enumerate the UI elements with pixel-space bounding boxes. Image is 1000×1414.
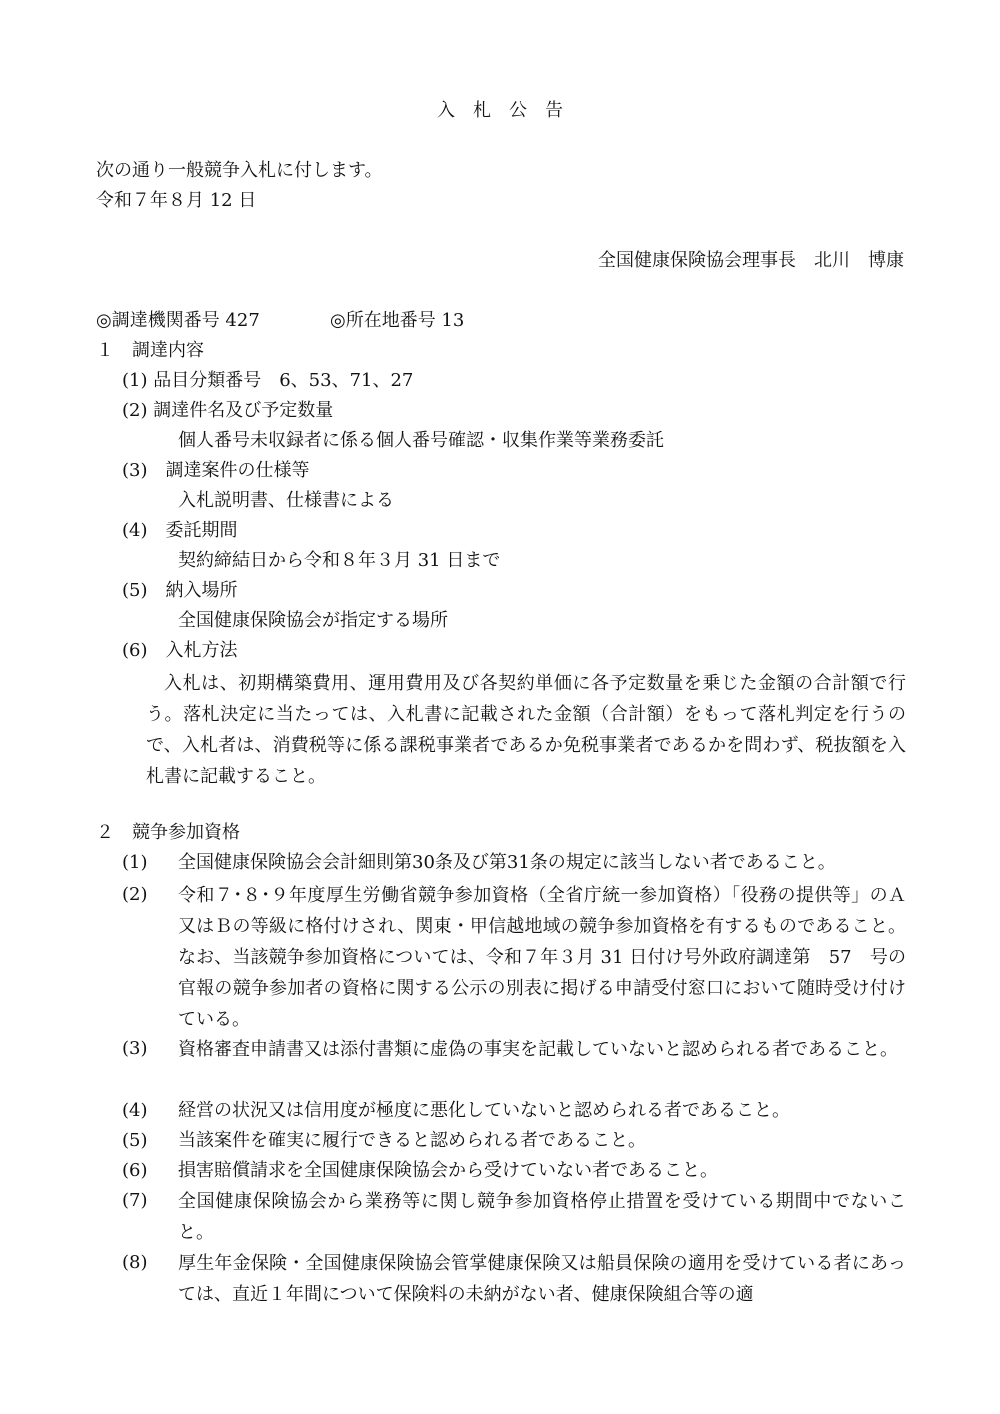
section2-item-text: 全国健康保険協会から業務等に関し競争参加資格停止措置を受けている期間中でないこと。 (178, 1191, 906, 1243)
section2-item-text: 損害賠償請求を全国健康保険協会から受けていない者であること。 (178, 1160, 718, 1181)
section2-item-text: 資格審査申請書又は添付書類に虚偽の事実を記載していないと認められる者であること。 (178, 1039, 898, 1060)
section1-item4-text: 契約締結日から令和８年３月 31 日まで (178, 550, 501, 571)
section2-item-num: (3) (122, 1038, 148, 1059)
section2-item-text: 経営の状況又は信用度が極度に悪化していないと認められる者であること。 (178, 1100, 790, 1121)
notice-date: 令和７年８月 12 日 (96, 190, 257, 211)
section2-item-text: 当該案件を確実に履行できると認められる者であること。 (178, 1130, 646, 1151)
section2-item-num: (4) (122, 1100, 148, 1121)
section2-item-num: (7) (122, 1190, 148, 1211)
section1-item4: (4) 委託期間 (122, 520, 238, 541)
section2-item-text: 厚生年金保険・全国健康保険協会管掌健康保険又は船員保険の適用を受けている者にあっては、直近１年間について保険料の未納がない者、健康保険組合等の適 (178, 1253, 906, 1305)
org-number: ◎調達機関番号 427 (96, 310, 260, 331)
section2-item-text: 令和７･８･９年度厚生労働省競争参加資格（全省庁統一参加資格）「役務の提供等」のＡ又はＢの等級に格付けされ、関東・甲信越地域の競争参加資格を有するものであること。なお、当該競争参加資格については、令和７年３月 31 日付け号外政府調達第 57 号の官報の競争参加者の資格に関する公示の別表に掲げる申請受付窓口において随時受け付けている。 (178, 885, 906, 1030)
section1-item5: (5) 納入場所 (122, 580, 238, 601)
section2-item-num: (5) (122, 1130, 148, 1151)
section2-item-num: (8) (122, 1252, 148, 1273)
section1-heading: １ 調達内容 (96, 340, 204, 361)
section1-item2-text: 個人番号未収録者に係る個人番号確認・収集作業等業務委託 (178, 430, 664, 451)
page-title: 入 札 公 告 (437, 100, 563, 121)
issuer-name: 全国健康保険協会理事長 北川 博康 (598, 250, 904, 271)
section1-item2: (2) 調達件名及び予定数量 (122, 400, 334, 421)
location-number: ◎所在地番号 13 (330, 310, 465, 331)
section1-item3-text: 入札説明書、仕様書による (178, 490, 394, 511)
section2-item-num: (2) (122, 884, 148, 905)
section2-heading: ２ 競争参加資格 (96, 822, 240, 843)
section2-item-num: (6) (122, 1160, 148, 1181)
section2-item-text: 全国健康保険協会会計細則第30条及び第31条の規定に該当しない者であること。 (178, 852, 836, 873)
intro-text: 次の通り一般競争入札に付します。 (96, 160, 383, 181)
section2-item-num: (1) (122, 852, 148, 873)
section1-item3: (3) 調達案件の仕様等 (122, 460, 310, 481)
section1-item6-text: 入札は、初期構築費用、運用費用及び各契約単価に各予定数量を乗じた金額の合計額で行う。落札決定に当たっては、入札書に記載された金額（合計額）をもって落札判定を行うので、入札者は、消費税等に係る課税事業者であるか免税事業者であるかを問わず、税抜額を入札書に記載すること。 (146, 673, 906, 787)
section1-item5-text: 全国健康保険協会が指定する場所 (178, 610, 448, 631)
section1-item6: (6) 入札方法 (122, 640, 238, 661)
section1-item1: (1) 品目分類番号 6、53、71、27 (122, 370, 414, 391)
